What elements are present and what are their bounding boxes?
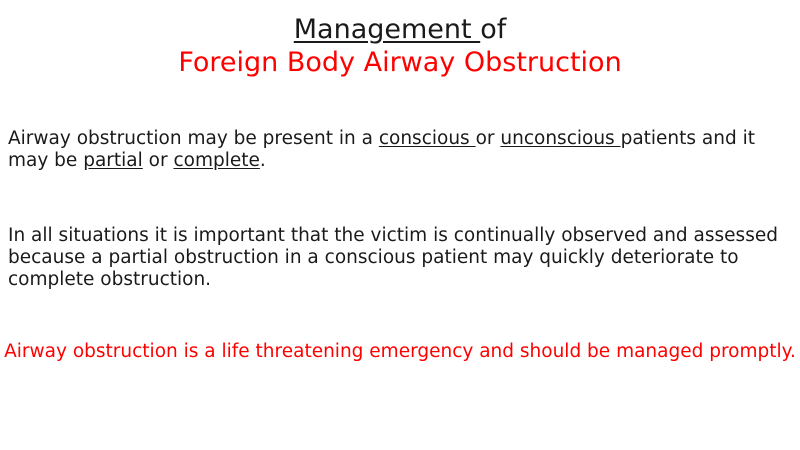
- p1-text-5: .: [259, 150, 266, 172]
- title-line-1: [0, 14, 800, 45]
- p1-term-partial: partial: [83, 150, 143, 172]
- p1-term-unconscious: unconscious: [500, 128, 621, 149]
- p1-term-complete: complete: [173, 150, 260, 172]
- paragraph-observation: In all situations it is important that the victim is continually observed and assessed because a partial obstruction in a conscious patient may quickly deteriorate to complete obstruction.: [8, 225, 778, 291]
- p1-term-conscious: conscious: [378, 128, 476, 149]
- p1-text-1: Airway obstruction may be present in a: [8, 128, 379, 149]
- p1-text-3: patients and it may be: [8, 128, 756, 172]
- slide-title: [0, 14, 800, 78]
- paragraph-obstruction-types: [8, 128, 796, 172]
- title-underlined-word: Management: [293, 14, 481, 45]
- title-of-word: of: [480, 14, 507, 45]
- title-line-2: Foreign Body Airway Obstruction: [178, 47, 622, 79]
- p1-text-2: or: [475, 128, 501, 149]
- emphasis-statement: Airway obstruction is a life threatening emergency and should be managed promptly.: [4, 341, 796, 362]
- p1-text-4: or: [142, 150, 174, 172]
